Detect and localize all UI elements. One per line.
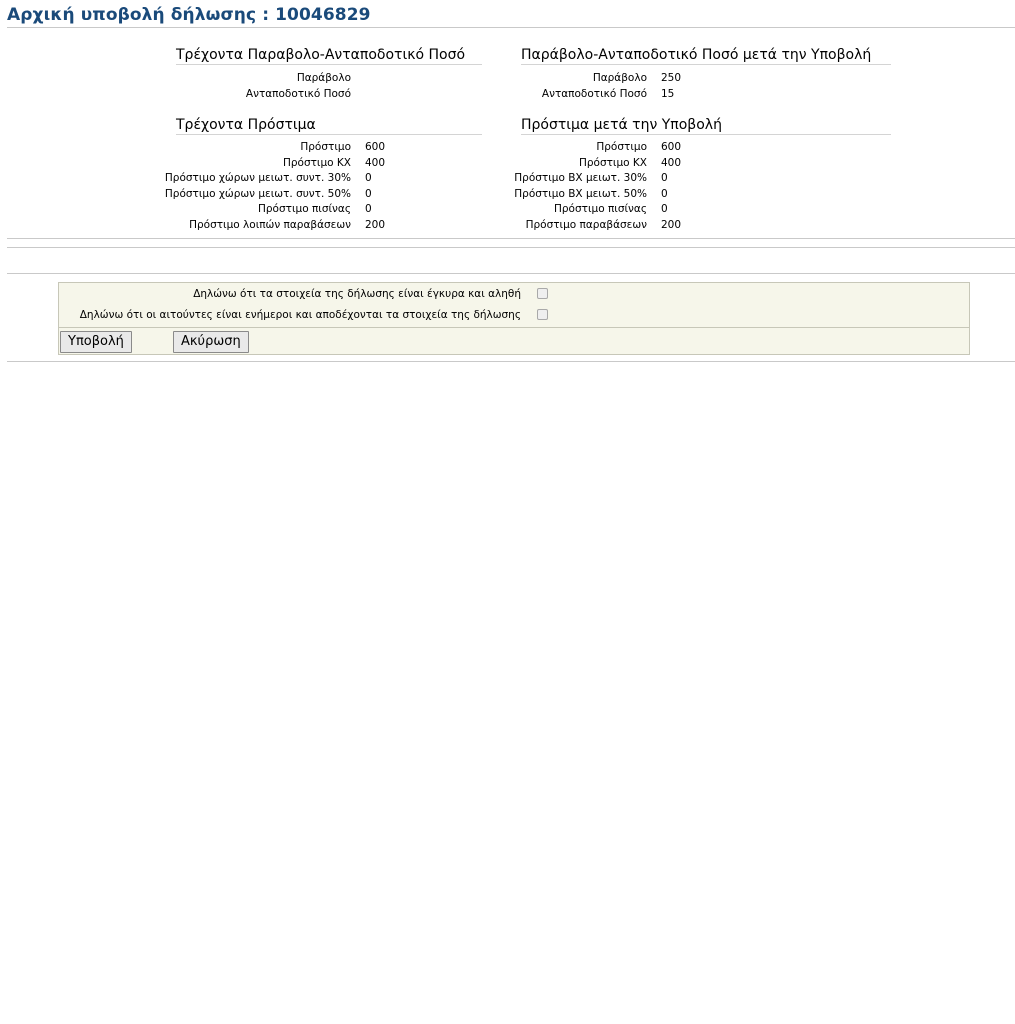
submit-button[interactable]: Υποβολή <box>60 331 132 353</box>
row-value: 400 <box>365 156 386 169</box>
row-value: 200 <box>661 218 682 231</box>
table-row <box>507 71 681 87</box>
current-fee-heading: Τρέχοντα Παραβολο-Ανταποδοτικό Ποσό <box>176 47 482 65</box>
table-row <box>7 202 385 218</box>
button-bar <box>58 327 970 355</box>
row-label: Πρόστιμο ΒΧ μειωτ. 30% <box>514 172 647 185</box>
row-label: Πρόστιμο πισίνας <box>258 203 351 216</box>
table-row <box>7 156 385 172</box>
row-label: Πρόστιμο χώρων μειωτ. συντ. 30% <box>164 172 351 185</box>
after-fines-heading: Πρόστιμα μετά την Υποβολή <box>521 117 891 135</box>
current-fee-table <box>7 71 365 102</box>
declaration-valid-label: Δηλώνω ότι τα στοιχεία της δήλωσης είναι έγκυρα και αληθή <box>193 288 521 300</box>
row-value: 200 <box>365 218 386 231</box>
table-row <box>507 202 681 218</box>
row-value <box>351 87 365 103</box>
row-value: 0 <box>365 187 372 200</box>
title-divider <box>7 27 1015 28</box>
row-value: 15 <box>661 87 675 100</box>
row-label: Ανταποδοτικό Ποσό <box>245 87 351 100</box>
after-fee-table <box>507 71 681 102</box>
cancel-button[interactable]: Ακύρωση <box>173 331 249 353</box>
table-row <box>7 140 385 156</box>
section-divider <box>7 247 1015 248</box>
section-divider <box>7 238 1015 239</box>
row-label: Πρόστιμο πισίνας <box>554 203 647 216</box>
row-label: Πρόστιμο <box>300 141 351 153</box>
table-row <box>507 140 681 156</box>
row-label: Πρόστιμο ΒΧ μειωτ. 50% <box>514 187 647 200</box>
row-label: Παράβολο <box>592 72 647 84</box>
table-row <box>507 187 681 203</box>
row-label: Πρόστιμο ΚΧ <box>578 156 647 169</box>
row-label: Ανταποδοτικό Ποσό <box>541 87 647 100</box>
row-value: 0 <box>661 187 668 200</box>
row-value: 0 <box>365 203 372 216</box>
after-fee-heading: Παράβολο-Ανταποδοτικό Ποσό μετά την Υποβολή <box>521 47 891 65</box>
table-row <box>7 171 385 187</box>
table-row <box>7 71 365 87</box>
table-row <box>507 218 681 234</box>
after-fines-table <box>507 140 681 234</box>
row-label: Πρόστιμο λοιπών παραβάσεων <box>189 218 351 231</box>
table-row <box>507 171 681 187</box>
declaration-aware-checkbox[interactable] <box>537 309 548 320</box>
table-row <box>507 87 681 103</box>
row-value: 0 <box>661 172 668 185</box>
row-label: Πρόστιμο <box>596 141 647 153</box>
current-fines-table <box>7 140 385 234</box>
form-top-divider <box>7 273 1015 274</box>
current-fines-heading: Τρέχοντα Πρόστιμα <box>176 117 482 135</box>
declaration-aware-label: Δηλώνω ότι οι αιτούντες είναι ενήμεροι και αποδέχονται τα στοιχεία της δήλωσης <box>79 309 521 321</box>
table-row <box>7 187 385 203</box>
row-value: 0 <box>661 203 668 216</box>
row-value <box>351 71 365 87</box>
row-value: 400 <box>661 156 682 169</box>
declarations-panel <box>58 282 970 327</box>
declaration-valid-checkbox[interactable] <box>537 288 548 299</box>
table-row <box>7 87 365 103</box>
row-value: 600 <box>365 141 386 153</box>
row-label: Πρόστιμο χώρων μειωτ. συντ. 50% <box>164 187 351 200</box>
table-row <box>507 156 681 172</box>
form-bottom-divider <box>7 361 1015 362</box>
row-value: 250 <box>661 72 682 84</box>
row-label: Πρόστιμο παραβάσεων <box>525 218 647 231</box>
row-label: Πρόστιμο ΚΧ <box>282 156 351 169</box>
row-value: 600 <box>661 141 682 153</box>
row-value: 0 <box>365 172 372 185</box>
table-row <box>7 218 385 234</box>
row-label: Παράβολο <box>296 72 351 84</box>
page-title: Αρχική υποβολή δήλωσης : 10046829 <box>7 5 371 25</box>
